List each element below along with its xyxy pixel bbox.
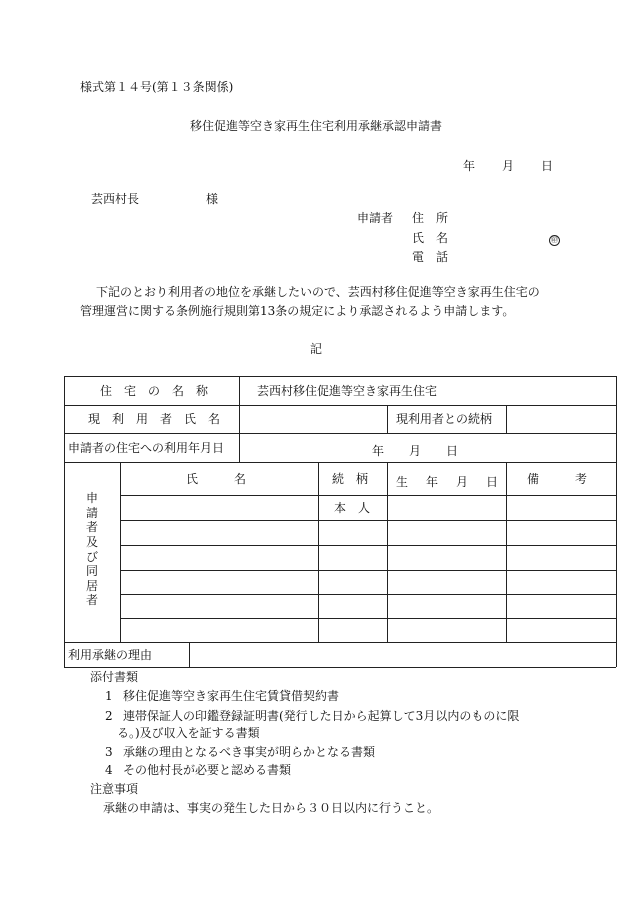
move-in-date[interactable]: [372, 442, 458, 459]
attachment-item-3-text: 承継の理由となるべき事実が明らかとなる書類: [123, 745, 376, 759]
body-line-1: 下記のとおり利用者の地位を承継したいので、芸西村移住促進等空き家再生住宅の: [96, 285, 540, 299]
move-in-date-label: 申請者の住宅への利用年月日: [68, 441, 225, 455]
move-in-year: 年: [372, 444, 385, 458]
reason-field[interactable]: [190, 643, 615, 666]
attachment-item-1-text: 移住促進等空き家再生住宅賃貸借契約書: [123, 689, 340, 703]
relation-to-current-field[interactable]: [507, 406, 615, 432]
body-line-2: 管理運営に関する条例施行規則第13条の規定により承認されるよう申請します。: [80, 304, 515, 318]
ki-heading: 記: [310, 342, 323, 356]
current-user-label: 現 利 用 者 氏 名: [88, 412, 221, 426]
current-user-name-field[interactable]: [240, 406, 386, 432]
attachment-item-2-num: 2: [105, 709, 113, 723]
relation-to-current-label: 現利用者との続柄: [396, 412, 493, 426]
attachment-item-2-text: 連帯保証人の印鑑登録証明書(発行した日から起算して3月以内のものに限: [123, 709, 520, 723]
move-in-month: 月: [408, 444, 421, 458]
house-name-label: 住 宅 の 名 称: [100, 384, 209, 398]
applicant-address-label[interactable]: 住 所: [412, 211, 449, 225]
col-header-birthdate: 生 年 月 日: [396, 475, 498, 489]
move-in-day: 日: [445, 444, 458, 458]
first-row-relation: 本 人: [334, 501, 371, 515]
col-header-remarks: 備 考: [527, 472, 588, 486]
seal-mark: ㊞: [551, 236, 558, 244]
attachments-heading: 添付書類: [90, 670, 139, 684]
attachment-item-1-num: 1: [105, 689, 113, 703]
addressee-honorific: 様: [206, 192, 219, 206]
applicant-name-label[interactable]: 氏 名: [412, 231, 449, 245]
attachment-item-4-num: 4: [105, 763, 113, 777]
form-number: 様式第１４号(第１３条関係): [80, 80, 234, 94]
col-header-name: 氏 名: [186, 472, 247, 486]
attachment-item-2-cont: る。)及び収入を証する書類: [117, 726, 260, 740]
notes-heading: 注意事項: [90, 782, 139, 796]
attachment-item-3-num: 3: [105, 745, 113, 759]
house-name-value: 芸西村移住促進等空き家再生住宅: [257, 384, 438, 398]
reason-label: 利用承継の理由: [68, 648, 153, 662]
col-header-relation: 続 柄: [332, 472, 369, 486]
notes-text: 承継の申請は、事実の発生した日から３０日以内に行うこと。: [103, 801, 440, 815]
date-year: 年: [463, 159, 476, 173]
household-group-label: 申 請 者 及 び 同 居 者: [85, 491, 98, 608]
applicant-label: 申請者: [357, 211, 394, 225]
applicant-phone-label[interactable]: 電 話: [412, 250, 449, 264]
date-month: 月: [501, 159, 514, 173]
page-title: 移住促進等空き家再生住宅利用承継承認申請書: [190, 119, 443, 133]
addressee-name: 芸西村長: [91, 192, 140, 206]
attachment-item-4-text: その他村長が必要と認める書類: [123, 763, 292, 777]
date-day: 日: [540, 159, 553, 173]
